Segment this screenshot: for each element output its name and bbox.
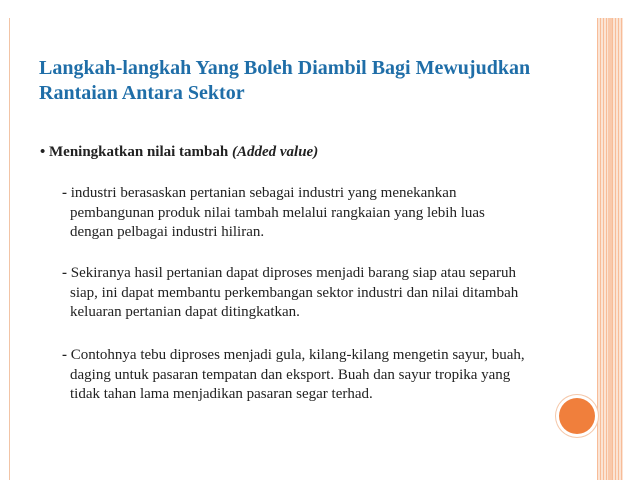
point-2-line-3: keluaran pertanian dapat ditingkatkan. — [70, 304, 300, 320]
point-3-first-line: Contohnya tebu diproses menjadi gula, kilang-kilang mengetin sayur, buah, — [67, 347, 525, 363]
point-1 — [62, 184, 582, 243]
point-2-dash: - — [62, 265, 67, 281]
point-1-dash: - — [62, 185, 67, 201]
main-bullet-label: • Meningkatkan nilai tambah — [40, 144, 229, 160]
right-decorative-stripe — [608, 18, 612, 480]
point-1-line-2: pembangunan produk nilai tambah melalui rangkaian yang lebih luas — [70, 204, 485, 221]
point-2-line-2: siap, ini dapat membantu perkembangan sektor industri dan nilai ditambah — [70, 284, 519, 301]
point-3-line-3: tidak tahan lama menjadikan pasaran segar terhad. — [70, 386, 373, 402]
slide-title — [39, 56, 579, 106]
point-3 — [62, 346, 582, 405]
point-3-dash: - — [62, 347, 67, 363]
left-border-rule — [9, 18, 10, 480]
point-1-line-3: dengan pelbagai industri hiliran. — [70, 224, 265, 240]
main-bullet — [40, 144, 318, 161]
point-3-line-2: daging untuk pasaran tempatan dan eksport. Buah dan sayur tropika yang — [70, 366, 511, 383]
point-2-first-line: Sekiranya hasil pertanian dapat diproses menjadi barang siap atau separuh — [67, 265, 517, 281]
main-bullet-italic: (Added value) — [231, 144, 319, 160]
point-1-first-line: industri berasaskan pertanian sebagai industri yang menekankan — [67, 185, 457, 201]
title-line-2: Rantaian Antara Sektor — [39, 82, 245, 104]
point-2 — [62, 264, 582, 323]
title-line-1: Langkah-langkah Yang Boleh Diambil Bagi Mewujudkan — [39, 57, 531, 79]
